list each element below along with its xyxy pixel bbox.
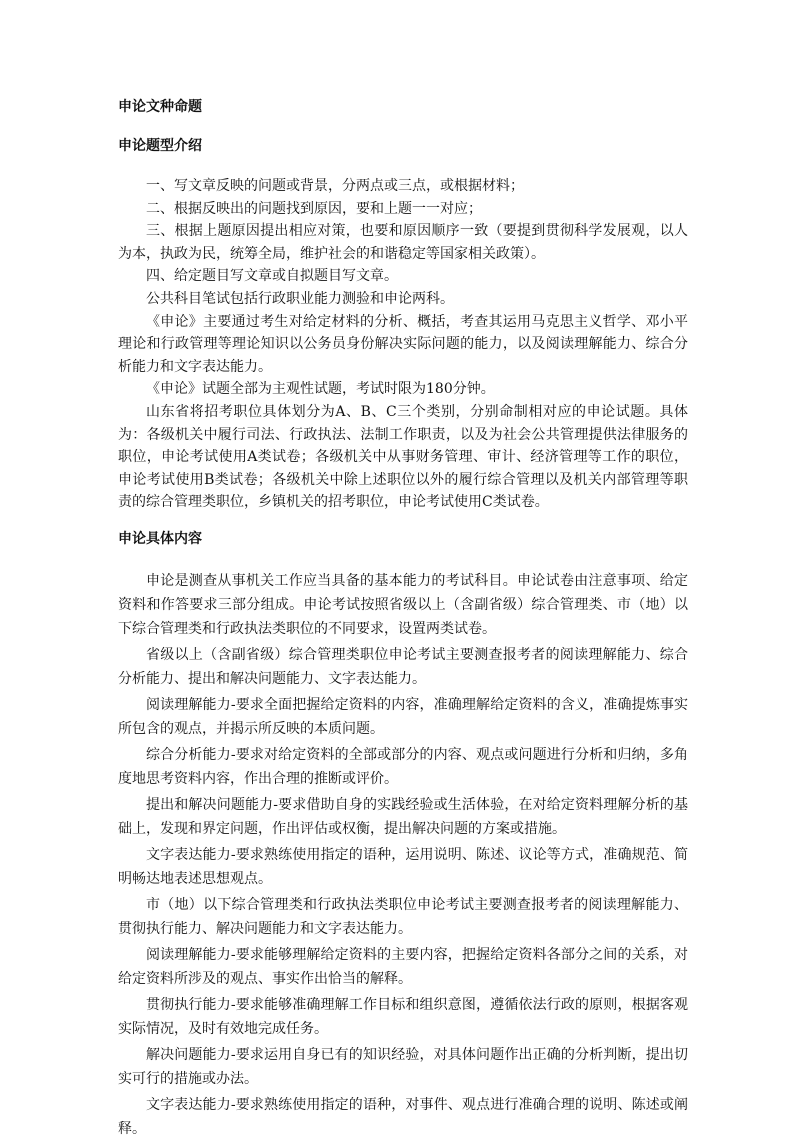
paragraph: 市（地）以下综合管理类和行政执法类职位申论考试主要测查报考者的阅读理解能力、贯彻执行能力、解决问题能力和文字表达能力。 xyxy=(118,896,688,937)
paragraph: 提出和解决问题能力-要求借助自身的实践经验或生活体验，在对给定资料理解分析的基础上，发现和界定问题，作出评估或权衡，提出解决问题的方案或措施。 xyxy=(118,796,688,837)
paragraph: 省级以上（含副省级）综合管理类职位申论考试主要测查报考者的阅读理解能力、综合分析能力、提出和解决问题能力、文字表达能力。 xyxy=(118,646,688,687)
document-title: 申论文种命题 xyxy=(118,99,202,115)
document-content xyxy=(118,96,688,1143)
paragraph: 一、写文章反映的问题或背景，分两点或三点，或根据材料； xyxy=(146,178,524,194)
paragraph: 四、给定题目写文章或自拟题目写文章。 xyxy=(146,268,398,285)
paragraph: 山东省将招考职位具体划分为A、B、C三个类别，分别命制相对应的申论试题。具体为：各级机关中履行司法、行政执法、法制工作职责，以及为社会公共管理提供法律服务的职位，申论考试使用A类试卷；各级机关中从事财务管理、审计、经济管理等工作的职位，申论考试使用B类试卷；各级机关中除上述职位以外的履行综合管理以及机关内部管理等职责的综合管理类职位，乡镇机关的招考职位，申论考试使用C类试卷。 xyxy=(118,403,688,511)
paragraph: 申论是测查从事机关工作应当具备的基本能力的考试科目。申论试卷由注意事项、给定资料和作答要求三部分组成。申论考试按照省级以上（含副省级）综合管理类、市（地）以下综合管理类和行政执法类职位的不同要求，设置两类试卷。 xyxy=(118,572,688,637)
paragraph: 文字表达能力-要求熟练使用指定的语种，对事件、观点进行准确合理的说明、陈述或阐释。 xyxy=(118,1096,688,1137)
section-heading: 申论题型介绍 xyxy=(118,138,202,154)
paragraph: 解决问题能力-要求运用自身已有的知识经验，对具体问题作出正确的分析判断，提出切实可行的措施或办法。 xyxy=(118,1046,688,1087)
paragraph: 阅读理解能力-要求全面把握给定资料的内容，准确理解给定资料的含义，准确提炼事实所包含的观点，并揭示所反映的本质问题。 xyxy=(118,696,688,737)
question-type-section xyxy=(118,135,688,514)
paragraph: 文字表达能力-要求熟练使用指定的语种，运用说明、陈述、议论等方式，准确规范、简明畅达地表述思想观点。 xyxy=(118,846,688,887)
paragraph: 二、根据反映出的问题找到原因，要和上题一一对应； xyxy=(146,200,482,217)
paragraph: 三、根据上题原因提出相应对策，也要和原因顺序一致（要提到贯彻科学发展观，以人为本，执政为民，统筹全局，维护社会的和谐稳定等国家相关政策）。 xyxy=(118,223,688,262)
paragraph: 《申论》试题全部为主观性试题，考试时限为180分钟。 xyxy=(146,381,495,398)
specific-content-section xyxy=(118,528,688,1141)
paragraph: 公共科目笔试包括行政职业能力测验和申论两科。 xyxy=(146,290,454,307)
paragraph: 阅读理解能力-要求能够理解给定资料的主要内容，把握给定资料各部分之间的关系，对给定资料所涉及的观点、事实作出恰当的解释。 xyxy=(118,946,688,987)
paragraph: 综合分析能力-要求对给定资料的全部或部分的内容、观点或问题进行分析和归纳，多角度地思考资料内容，作出合理的推断或评价。 xyxy=(118,746,688,787)
paragraph: 《申论》主要通过考生对给定材料的分析、概括，考查其运用马克思主义哲学、邓小平理论和行政管理等理论知识以公务员身份解决实际问题的能力，以及阅读理解能力、综合分析能力和文字表达能力。 xyxy=(118,313,688,375)
paragraph: 贯彻执行能力-要求能够准确理解工作目标和组织意图，遵循依法行政的原则，根据客观实际情况，及时有效地完成任务。 xyxy=(118,996,688,1037)
section-heading: 申论具体内容 xyxy=(118,530,202,547)
